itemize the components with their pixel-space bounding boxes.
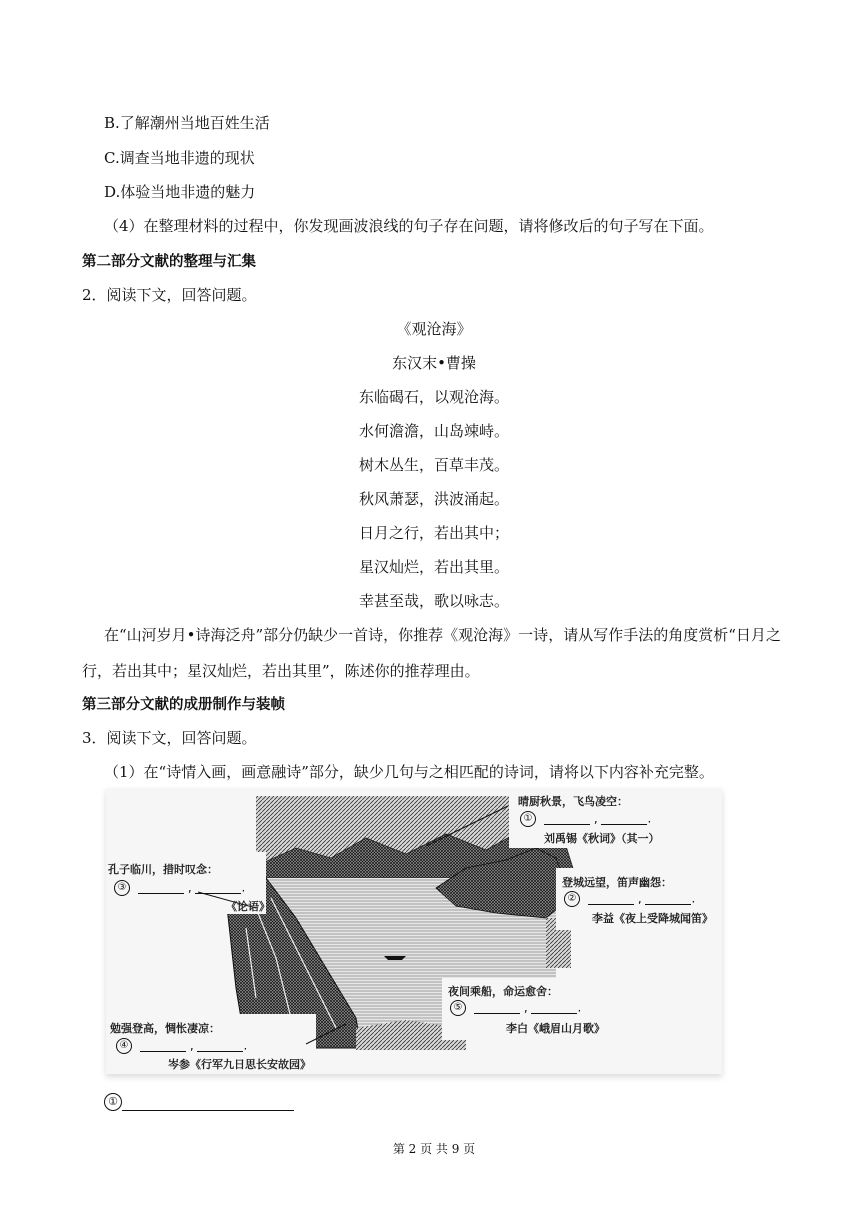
- option-c: C.调查当地非遗的现状: [104, 149, 255, 167]
- blank-4: ④ , .: [116, 1038, 247, 1054]
- caption-4-source: 岑参《行军九日思长安故园》: [168, 1058, 311, 1071]
- blank-5: ⑤ , .: [450, 1000, 581, 1016]
- answer-blank[interactable]: [122, 1094, 294, 1111]
- circle-number: ④: [116, 1038, 132, 1054]
- caption-2-head: 登城远望，笛声幽怨：: [562, 876, 672, 889]
- part2-heading: 第二部分文献的整理与汇集: [82, 254, 256, 270]
- part3-heading: 第三部分文献的成册制作与装帧: [82, 697, 285, 713]
- poem-line: 秋风萧瑟，洪波涌起。: [358, 490, 509, 508]
- question-3-1: （1）在“诗情入画，画意融诗”部分，缺少几句与之相匹配的诗词，请将以下内容补充完整。: [104, 763, 714, 781]
- answer-line-1[interactable]: [104, 1092, 294, 1111]
- caption-1-head: 晴厨秋景，飞鸟凌空：: [518, 795, 628, 808]
- caption-5-source: 李白《峨眉山月歌》: [506, 1022, 605, 1035]
- caption-3-source: 《论语》: [226, 900, 270, 913]
- question-4: （4）在整理材料的过程中，你发现画波浪线的句子存在问题，请将修改后的句子写在下面。: [104, 217, 714, 235]
- caption-5-head: 夜间乘船，命运愈舍：: [448, 985, 558, 998]
- caption-2-source: 李益《夜上受降城闻笛》: [592, 912, 713, 925]
- circle-number: ①: [520, 811, 536, 827]
- question-2-intro: 2．阅读下文，回答问题。: [82, 286, 257, 304]
- circle-number: ②: [564, 891, 580, 907]
- poem-line: 日月之行，若出其中；: [358, 524, 509, 542]
- caption-1-source: 刘禹锡《秋词》（其一）: [544, 832, 660, 845]
- poem-line: 水何澹澹，山岛竦峙。: [358, 422, 509, 440]
- poem-line: 幸甚至哉，歌以咏志。: [358, 592, 509, 610]
- option-b: B.了解潮州当地百姓生活: [104, 114, 270, 132]
- caption-3-head: 孔子临川，措时叹念：: [108, 863, 218, 876]
- answer-number: ①: [104, 1093, 122, 1111]
- question-3-intro: 3．阅读下文，回答问题。: [82, 729, 257, 747]
- poem-author: 东汉末•曹操: [392, 354, 476, 372]
- page-footer: 第 2 页 共 9 页: [392, 1142, 476, 1156]
- circle-number: ⑤: [450, 1000, 466, 1016]
- blank-3: ③ , .: [114, 880, 245, 896]
- poem-line: 东临碣石，以观沧海。: [358, 388, 509, 406]
- option-d: D.体验当地非遗的魅力: [104, 183, 256, 201]
- poem-title: 《观沧海》: [396, 320, 472, 338]
- poem-painting-figure: [106, 788, 722, 1074]
- poem-line: 树木丛生，百草丰茂。: [358, 456, 509, 474]
- question-2-prompt: 在“山河岁月•诗海泛舟”部分仍缺少一首诗，你推荐《观沧海》一诗，请从写作手法的角度赏析“日月之行，若出其中；星汉灿烂，若出其里”，陈述你的推荐理由。: [82, 626, 781, 680]
- caption-4-head: 勉强登高，惆怅凄凉：: [110, 1022, 220, 1035]
- blank-1: ① , .: [520, 811, 651, 827]
- circle-number: ③: [114, 880, 130, 896]
- poem-line: 星汉灿烂，若出其里。: [358, 558, 509, 576]
- blank-2: ② , .: [564, 891, 695, 907]
